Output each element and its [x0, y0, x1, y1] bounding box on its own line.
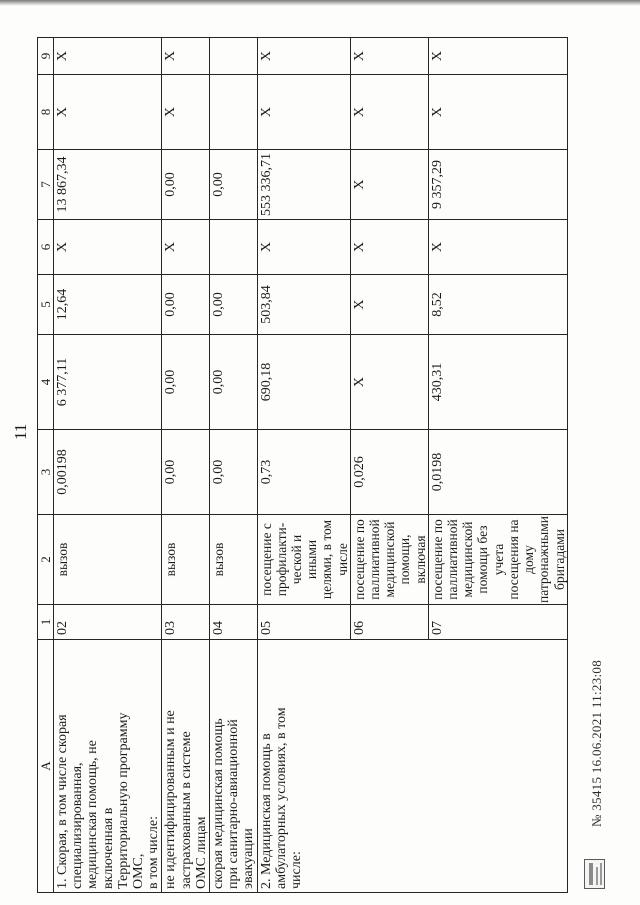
col-9-cell: Х — [257, 38, 350, 75]
col-8-cell: Х — [257, 75, 350, 150]
column-header: 8 — [38, 75, 54, 150]
col-3-cell: 0,00 — [210, 430, 258, 515]
col-7-cell: 0,00 — [210, 150, 258, 220]
col-3-cell: 0,73 — [257, 430, 350, 515]
col-1-cell: 06 — [350, 605, 428, 640]
col-6-cell: Х — [54, 220, 162, 275]
col-4-cell: 0,00 — [162, 335, 210, 430]
col-2-cell: вызов — [54, 515, 162, 605]
col-6-cell: Х — [350, 220, 428, 275]
col-a-cell: 2. Медицинская помощь в амбулаторных условиях, в том числе: — [257, 640, 567, 893]
col-4-cell: 0,00 — [210, 335, 258, 430]
col-6-cell: Х — [257, 220, 350, 275]
col-6-cell: Х — [162, 220, 210, 275]
registration-stamp: № 35415 16.06.2021 11:23:08 — [589, 660, 604, 827]
col-8-cell: Х — [54, 75, 162, 150]
col-2-cell: посещение по паллиативной медицинской помощи, включая — [350, 515, 428, 605]
col-7-cell: 9 357,29 — [428, 150, 567, 220]
column-header: А — [38, 640, 54, 893]
column-header: 2 — [38, 515, 54, 605]
col-9-cell: Х — [350, 38, 428, 75]
col-5-cell: 503,84 — [257, 275, 350, 335]
col-8-cell — [210, 75, 258, 150]
col-4-cell: Х — [350, 335, 428, 430]
col-a-cell: 1. Скорая, в том числе скорая специализированная, медицинская помощь, не включенная в Территориальную программу ОМС, в том числе: — [54, 640, 162, 893]
page-number: 11 — [11, 423, 30, 440]
table-row — [210, 38, 258, 893]
col-5-cell: 0,00 — [210, 275, 258, 335]
col-9-cell: Х — [428, 38, 567, 75]
column-header: 3 — [38, 430, 54, 515]
col-2-cell: вызов — [210, 515, 258, 605]
col-2-cell: посещение с профилакти- ческой и иными целями, в том числе — [257, 515, 350, 605]
column-header: 7 — [38, 150, 54, 220]
col-1-cell: 03 — [162, 605, 210, 640]
col-4-cell: 690,18 — [257, 335, 350, 430]
data-table — [37, 37, 568, 893]
col-2-cell: посещение по паллиативной медицинской помощи без учета посещения на дому патронажными бригадами — [429, 515, 567, 604]
col-1-cell: 04 — [210, 605, 258, 640]
table-row — [257, 38, 350, 893]
col-1-cell: 07 — [428, 605, 567, 640]
column-header: 9 — [38, 38, 54, 75]
col-8-cell: Х — [350, 75, 428, 150]
col-5-cell: Х — [350, 275, 428, 335]
col-5-cell: 0,00 — [162, 275, 210, 335]
column-header: 5 — [38, 275, 54, 335]
col-9-cell: Х — [54, 38, 162, 75]
col-9-cell: Х — [162, 38, 210, 75]
col-6-cell: Х — [428, 220, 567, 275]
table-row — [162, 38, 210, 893]
col-7-cell: 13 867,34 — [54, 150, 162, 220]
col-8-cell: Х — [162, 75, 210, 150]
col-5-cell: 12,64 — [54, 275, 162, 335]
col-2-cell: вызов — [162, 515, 210, 605]
col-3-cell: 0,0198 — [428, 430, 567, 515]
column-header: 4 — [38, 335, 54, 430]
col-3-cell: 0,026 — [350, 430, 428, 515]
col-3-cell: 0,00198 — [54, 430, 162, 515]
column-header: 6 — [38, 220, 54, 275]
col-8-cell: Х — [428, 75, 567, 150]
stamp-logo-icon — [584, 859, 605, 889]
table-header-row — [38, 38, 54, 893]
col-5-cell: 8,52 — [428, 275, 567, 335]
col-a-cell: не идентифицированным и не застрахованным в системе ОМС лицам — [162, 640, 210, 893]
col-6-cell — [210, 220, 258, 275]
col-7-cell: 0,00 — [162, 150, 210, 220]
table-row — [54, 38, 162, 893]
col-a-cell: скорая медицинская помощь при санитарно-авиационной эвакуации — [210, 640, 258, 893]
col-1-cell: 02 — [54, 605, 162, 640]
col-3-cell: 0,00 — [162, 430, 210, 515]
col-9-cell — [210, 38, 258, 75]
col-1-cell: 05 — [257, 605, 350, 640]
column-header: 1 — [38, 605, 54, 640]
col-4-cell: 430,31 — [428, 335, 567, 430]
col-7-cell: Х — [350, 150, 428, 220]
col-4-cell: 6 377,11 — [54, 335, 162, 430]
col-7-cell: 553 336,71 — [257, 150, 350, 220]
